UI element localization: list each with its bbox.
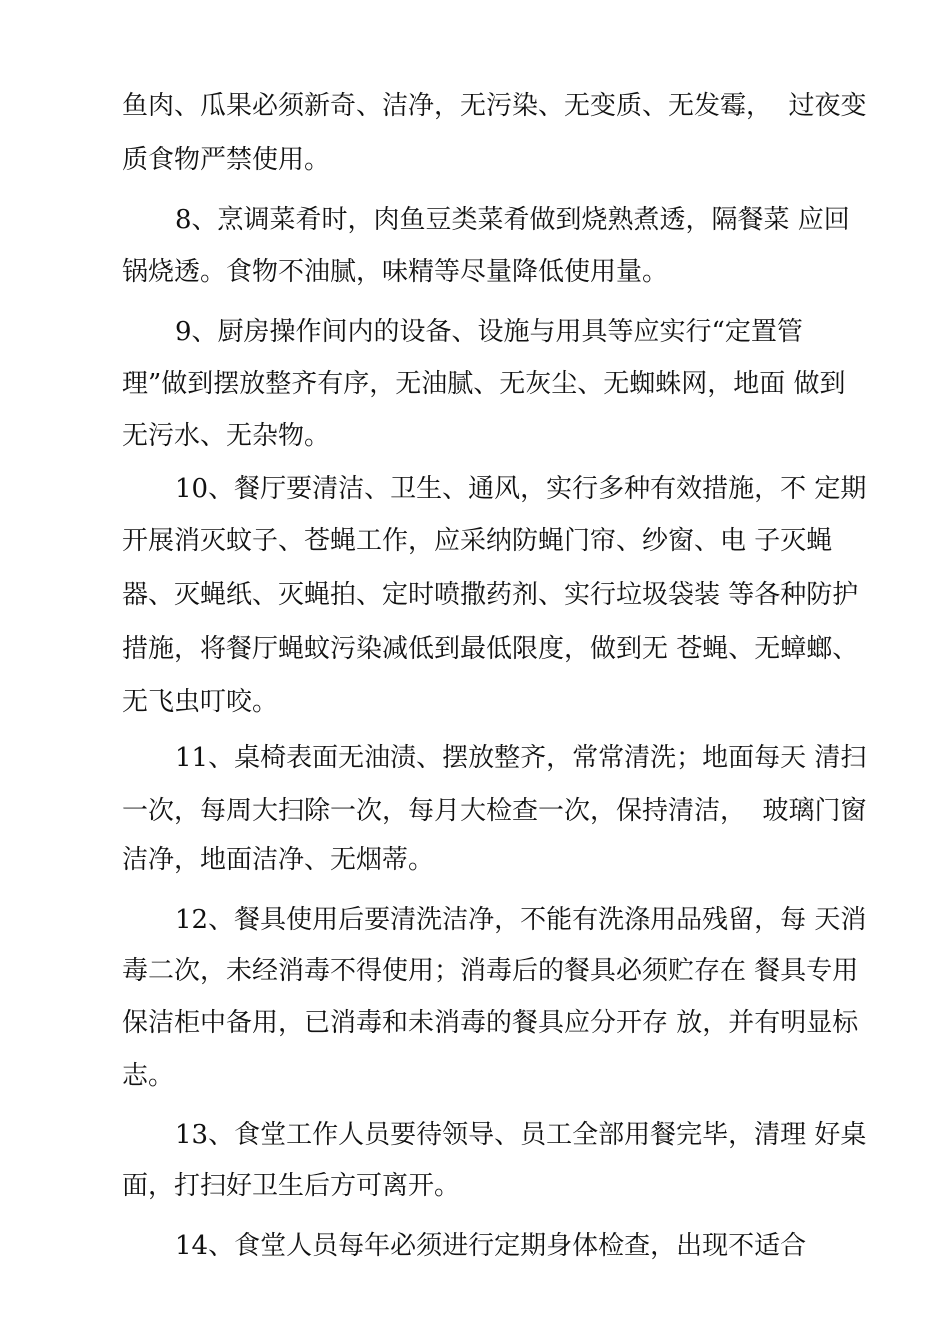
text-line: 理”做到摆放整齐有序，无油腻、无灰尘、无蜘蛛网，地面 做到 xyxy=(122,369,846,399)
text-line: 14、食堂人员每年必须进行定期身体检查，出现不适合 xyxy=(175,1231,807,1261)
text-line: 措施，将餐厅蝇蚊污染减低到最低限度，做到无 苍蝇、无蟑螂、 xyxy=(122,634,859,664)
text-line: 保洁柜中备用，已消毒和未消毒的餐具应分开存 放，并有明显标 xyxy=(122,1008,859,1038)
text-line: 面，打扫好卫生后方可离开。 xyxy=(122,1171,461,1201)
text-line: 鱼肉、瓜果必须新奇、洁净，无污染、无变质、无发霉， 过夜变 xyxy=(122,91,867,121)
text-line: 洁净，地面洁净、无烟蒂。 xyxy=(122,845,435,875)
text-line: 一次，每周大扫除一次，每月大检查一次，保持清洁， 玻璃门窗 xyxy=(122,796,867,826)
text-line: 13、食堂工作人员要待领导、员工全部用餐完毕，清理 好桌 xyxy=(175,1120,867,1150)
text-line: 8、烹调菜肴时，肉鱼豆类菜肴做到烧熟煮透，隔餐菜 应回 xyxy=(175,205,850,235)
text-line: 10、餐厅要清洁、卫生、通风，实行多种有效措施，不 定期 xyxy=(175,474,867,504)
text-line: 质食物严禁使用。 xyxy=(122,145,331,175)
text-line: 志。 xyxy=(122,1061,175,1091)
text-line: 器、灭蝇纸、灭蝇拍、定时喷撒药剂、实行垃圾袋装 等各种防护 xyxy=(122,580,859,610)
text-line: 无污水、无杂物。 xyxy=(122,421,331,451)
text-line: 12、餐具使用后要清洗洁净，不能有洗涤用品残留，每 天消 xyxy=(175,905,867,935)
text-line: 毒二次，未经消毒不得使用；消毒后的餐具必须贮存在 餐具专用 xyxy=(122,956,859,986)
text-line: 11、桌椅表面无油渍、摆放整齐，常常清洗；地面每天 清扫 xyxy=(175,743,867,773)
text-line: 无飞虫叮咬。 xyxy=(122,687,279,717)
text-line: 9、厨房操作间内的设备、设施与用具等应实行“定置管 xyxy=(175,317,803,347)
text-line: 开展消灭蚊子、苍蝇工作，应采纳防蝇门帘、纱窗、电 子灭蝇 xyxy=(122,526,833,556)
text-line: 锅烧透。食物不油腻，味精等尽量降低使用量。 xyxy=(122,257,669,287)
